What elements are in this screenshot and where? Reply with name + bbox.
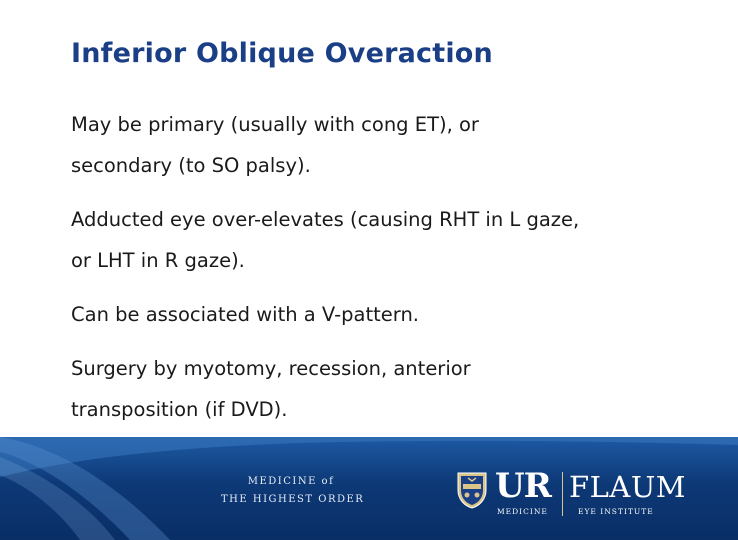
- body-line: transposition (if DVD).: [71, 398, 288, 421]
- footer-banner: [0, 437, 738, 540]
- flaum-wordmark: FLAUM: [569, 470, 686, 504]
- ur-wordmark: UR: [495, 466, 551, 506]
- body-line: Surgery by myotomy, recession, anterior: [71, 357, 471, 380]
- ur-medicine-label: MEDICINE: [497, 507, 548, 516]
- body-line: or LHT in R gaze).: [71, 249, 245, 272]
- flaum-eye-institute-label: EYE INSTITUTE: [578, 507, 654, 516]
- tagline-line-1: MEDICINE of: [247, 476, 335, 487]
- logo-divider: [562, 472, 563, 516]
- university-seal-icon: [452, 470, 492, 510]
- tagline-line-2: THE HIGHEST ORDER: [221, 494, 365, 505]
- body-line: Adducted eye over-elevates (causing RHT in L gaze,: [71, 208, 580, 231]
- body-paragraph-1: [71, 104, 721, 186]
- body-paragraph-4: [71, 348, 721, 430]
- footer-tagline: [221, 473, 365, 509]
- body-line: Can be associated with a V-pattern.: [71, 303, 420, 326]
- ur-flaum-logo: [452, 466, 692, 520]
- body-line: May be primary (usually with cong ET), or: [71, 113, 479, 136]
- slide-body: [71, 104, 721, 443]
- body-line: secondary (to SO palsy).: [71, 154, 311, 177]
- body-paragraph-2: [71, 199, 721, 281]
- slide-title: Inferior Oblique Overaction: [71, 38, 493, 69]
- body-paragraph-3: [71, 294, 721, 335]
